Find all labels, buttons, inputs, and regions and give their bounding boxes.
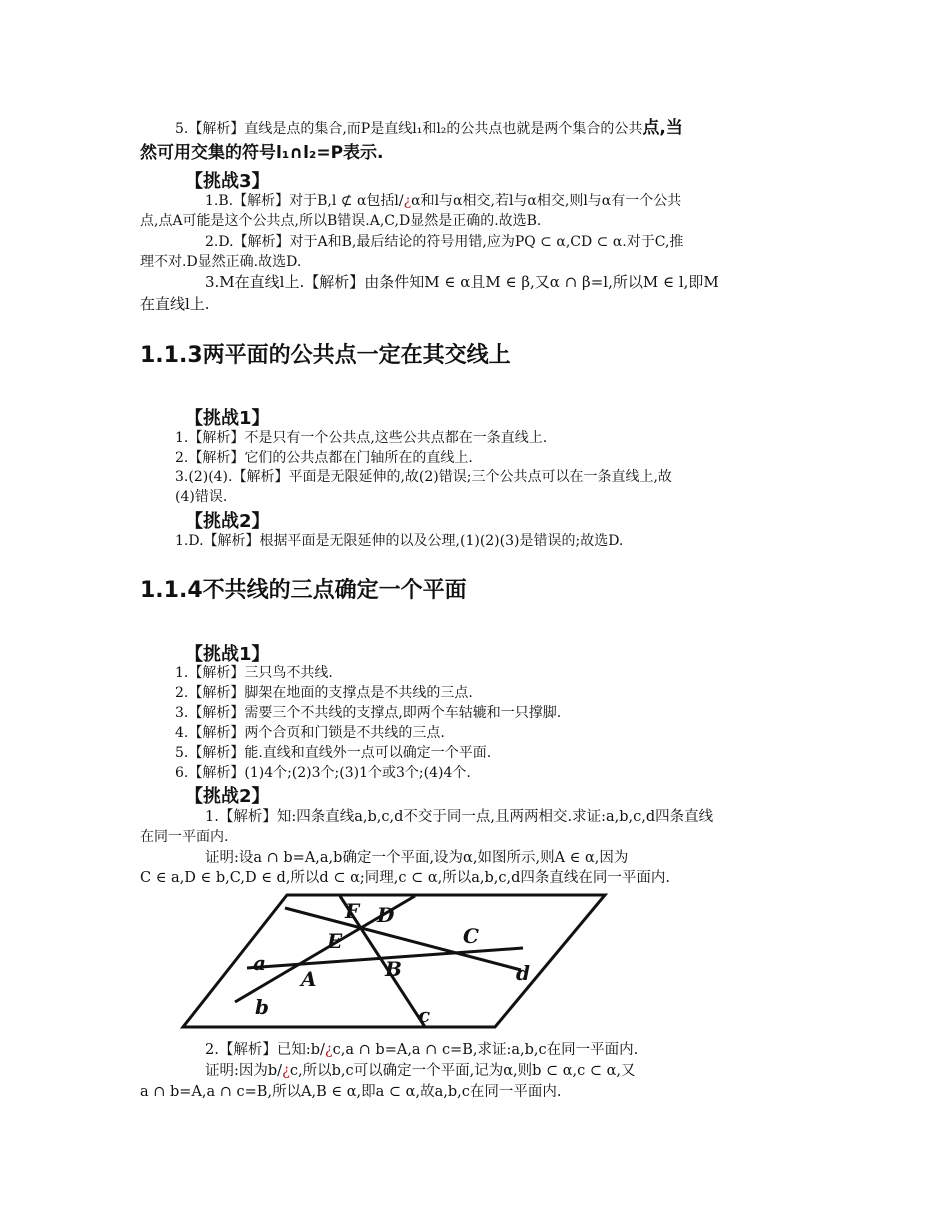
label-d: d xyxy=(516,961,530,985)
sec114-proof-1-line1: 证明:设a ∩ b=A,a,b确定一个平面,设为α,如图所示,则A ∈ α,因为 xyxy=(205,850,629,866)
c2-2-text-b: c,a ∩ b=A,a ∩ c=B,求证:a,b,c在同一平面内. xyxy=(332,1042,639,1058)
c2-2-text: 2.【解析】已知:b/ xyxy=(205,1042,325,1058)
line-d xyxy=(285,908,521,970)
sec114-c2-1-line1: 1.【解析】知:四条直线a,b,c,d不交于同一点,且两两相交.求证:a,b,c,d四条直线 xyxy=(205,809,714,825)
label-F: F xyxy=(345,899,360,923)
sec114-item-2: 2.【解析】脚架在地面的支撑点是不共线的三点. xyxy=(175,685,473,701)
label-c: c xyxy=(418,1003,431,1027)
label-D: D xyxy=(377,903,395,927)
sec114-item-6: 6.【解析】(1)4个;(2)3个;(3)1个或3个;(4)4个. xyxy=(175,765,471,781)
proof-2-glyph: ¿ xyxy=(282,1063,290,1079)
ch3-answer-2-line2: 理不对.D显然正确.故选D. xyxy=(140,254,302,270)
plane-lines-figure xyxy=(175,888,615,1033)
sec113-item-1: 1.【解析】不是只有一个公共点,这些公共点都在一条直线上. xyxy=(175,430,548,446)
sec113-item-3-cont: (4)错误. xyxy=(175,489,228,505)
ch3-a1-glyph: ¿ xyxy=(403,193,412,209)
section-1-1-3-title: 1.1.3两平面的公共点一定在其交线上 xyxy=(140,343,511,368)
label-E: E xyxy=(327,929,343,953)
label-B: B xyxy=(385,957,402,981)
sec114-item-4: 4.【解析】两个合页和门锁是不共线的三点. xyxy=(175,725,445,741)
sec114-proof-2-line2: a ∩ b=A,a ∩ c=B,所以A,B ∈ α,即a ⊂ α,故a,b,c在同一平面内. xyxy=(140,1084,562,1100)
ch3-answer-3-line1: 3.M在直线l上.【解析】由条件知M ∈ α且M ∈ β,又α ∩ β=l,所以M ∈ l,即M xyxy=(205,273,719,291)
c2-2-glyph: ¿ xyxy=(324,1042,333,1058)
answer-5-text: 5.【解析】直线是点的集合,而P是直线l₁和l₂的公共点也就是两个集合的公共 xyxy=(175,121,643,137)
sec114-proof-2-line1 xyxy=(205,1061,636,1081)
answer-5-bold-tail: 点,当 xyxy=(642,118,683,138)
answer-5-line2: 然可用交集的符号l₁∩l₂=P表示. xyxy=(140,143,384,163)
sec114-item-5: 5.【解析】能.直线和直线外一点可以确定一个平面. xyxy=(175,745,492,761)
ch3-a1-text: 1.B.【解析】对于B,l ⊄ α包括l/ xyxy=(205,193,404,209)
sec114-item-1: 1.【解析】三只鸟不共线. xyxy=(175,665,333,681)
proof-2-text: 证明:因为b/ xyxy=(205,1063,283,1079)
sec113-c2-item-1: 1.D.【解析】根据平面是无限延伸的以及公理,(1)(2)(3)是错误的;故选D. xyxy=(175,533,624,549)
sec114-challenge-2-heading: 【挑战2】 xyxy=(185,786,270,807)
challenge-3-heading: 【挑战3】 xyxy=(185,171,270,192)
proof-2-text-b: c,所以b,c可以确定一个平面,记为α,则b ⊂ α,c ⊂ α,又 xyxy=(289,1063,636,1079)
sec113-challenge-2-heading: 【挑战2】 xyxy=(185,511,270,532)
label-A: A xyxy=(301,967,317,991)
sec113-challenge-1-heading: 【挑战1】 xyxy=(185,408,270,429)
sec114-challenge-1-heading: 【挑战1】 xyxy=(185,644,270,665)
ch3-answer-2-line1: 2.D.【解析】对于A和B,最后结论的符号用错,应为PQ ⊂ α,CD ⊂ α.对于C,推 xyxy=(205,234,684,250)
sec113-item-3: 3.(2)(4).【解析】平面是无限延伸的,故(2)错误;三个公共点可以在一条直线上,故 xyxy=(175,469,672,485)
sec114-item-3: 3.【解析】需要三个不共线的支撑点,即两个车轱辘和一只撑脚. xyxy=(175,705,562,721)
ch3-answer-1-line1 xyxy=(205,191,681,211)
label-b: b xyxy=(255,995,269,1019)
sec114-proof-1-line2: C ∈ a,D ∈ b,C,D ∈ d,所以d ⊂ α;同理,c ⊂ α,所以a,b,c,d四条直线在同一平面内. xyxy=(140,870,671,886)
label-a: a xyxy=(253,951,266,975)
sec114-c2-2-line1 xyxy=(205,1040,638,1060)
sec113-item-2: 2.【解析】它们的公共点都在门轴所在的直线上. xyxy=(175,450,473,466)
answer-5-line1 xyxy=(175,118,683,139)
section-1-1-4-title: 1.1.4不共线的三点确定一个平面 xyxy=(140,578,467,603)
ch3-answer-3-line2: 在直线l上. xyxy=(140,295,210,313)
sec114-c2-1-line2: 在同一平面内. xyxy=(140,829,229,845)
label-C: C xyxy=(463,924,479,948)
ch3-a1-text-b: α和l与α相交,若l与α相交,则l与α有一个公共 xyxy=(411,193,682,209)
ch3-answer-1-line2: 点,点A可能是这个公共点,所以B错误.A,C,D显然是正确的.故选B. xyxy=(140,213,542,229)
